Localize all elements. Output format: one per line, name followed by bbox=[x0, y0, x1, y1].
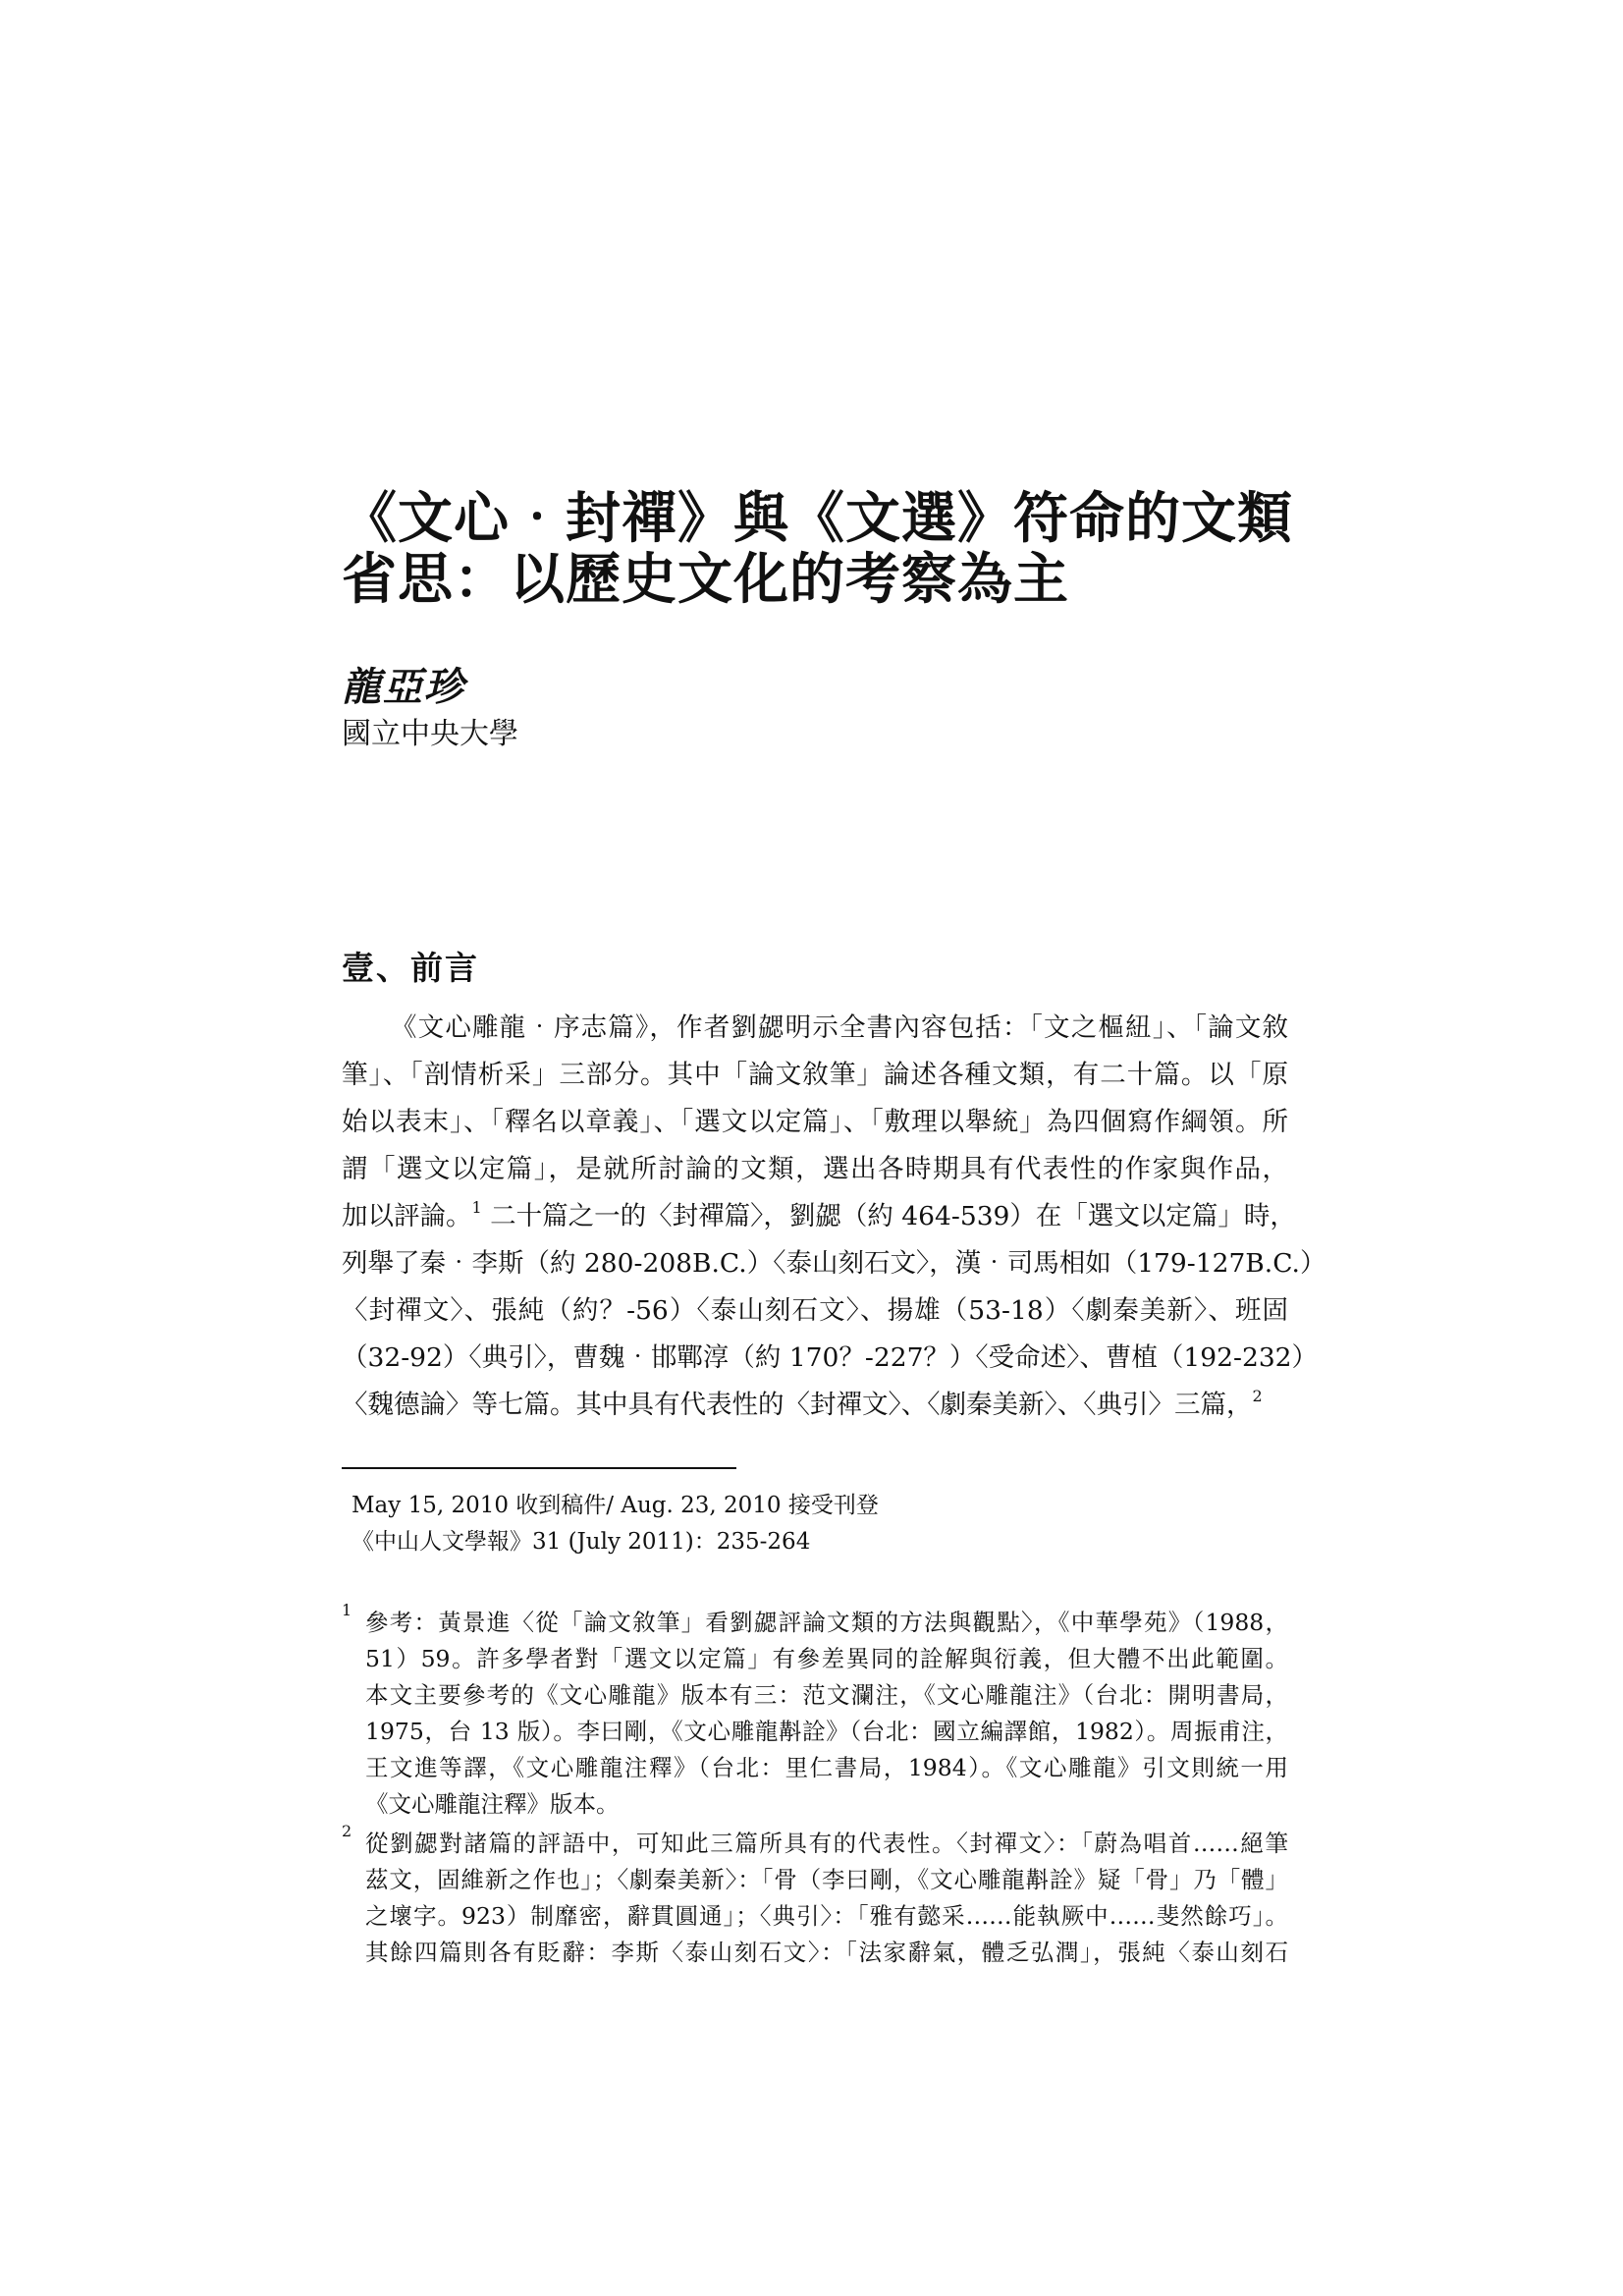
body-line: 筆」、「剖情析采」三部分。其中「論文敘筆」論述各種文類，有二十篇。以「原 bbox=[342, 1060, 1288, 1090]
footnote-line: 本文主要參考的《文心雕龍》版本有三：范文瀾注，《文心雕龍注》（台北：開明書局， bbox=[365, 1681, 1288, 1709]
paper-title-line-2: 省思：以歷史文化的考察為主 bbox=[342, 547, 1069, 612]
footnote-line: 1975，台 13 版）。李曰剛，《文心雕龍斠詮》（台北：國立編譯館，1982）。周振甫注， bbox=[365, 1718, 1288, 1745]
body-line: 始以表末」、「釋名以章義」、「選文以定篇」、「敷理以舉統」為四個寫作綱領。所 bbox=[342, 1107, 1288, 1137]
section-heading: 壹、前言 bbox=[342, 949, 479, 987]
footnote-line: 王文進等譯，《文心雕龍注釋》（台北：里仁書局，1984）。《文心雕龍》引文則統一用 bbox=[365, 1754, 1288, 1781]
body-line: 謂「選文以定篇」，是就所討論的文類，選出各時期具有代表性的作家與作品， bbox=[342, 1154, 1288, 1184]
footnote-line: 51）59。許多學者對「選文以定篇」有參差異同的詮解與衍義，但大體不出此範圍。 bbox=[365, 1645, 1288, 1672]
body-line: 《文心雕龍‧序志篇》，作者劉勰明示全書內容包括：「文之樞紐」、「論文敘 bbox=[391, 1012, 1288, 1043]
footnote-line: 參考：黃景進〈從「論文敘筆」看劉勰評論文類的方法與觀點〉，《中華學苑》（1988， bbox=[365, 1609, 1288, 1636]
body-line-segment: 加以評論。 bbox=[342, 1201, 472, 1231]
footnote-line: 之壞字。923）制靡密，辭貫圓通」；〈典引〉：「雅有懿采……能執厥中……斐然餘巧」。 bbox=[365, 1902, 1288, 1930]
body-line-segment: 二十篇之一的〈封禪篇〉，劉勰（約 464-539）在「選文以定篇」時， bbox=[490, 1201, 1296, 1231]
footnote-separator bbox=[342, 1467, 736, 1469]
received-dates: May 15, 2010 收到稿件/ Aug. 23, 2010 接受刊登 bbox=[352, 1493, 879, 1518]
footnote-line: 《文心雕龍注釋》版本。 bbox=[365, 1790, 620, 1818]
footnote-number: 2 bbox=[342, 1822, 352, 1840]
author-name: 龍亞珍 bbox=[342, 664, 465, 710]
body-line: 列舉了秦‧李斯（約 280-208B.C.）〈泰山刻石文〉，漢‧司馬相如（179-127B.C.） bbox=[342, 1248, 1326, 1279]
body-line-segment: 〈魏德論〉等七篇。其中具有代表性的〈封禪文〉、〈劇秦美新〉、〈典引〉三篇， bbox=[342, 1390, 1253, 1420]
paper-title-line-1: 《文心‧封禪》與《文選》符命的文類 bbox=[342, 486, 1293, 551]
footnote-line: 從劉勰對諸篇的評語中，可知此三篇所具有的代表性。〈封禪文〉：「蔚為唱首……絕筆 bbox=[365, 1830, 1288, 1857]
footnote-ref-2[interactable]: 2 bbox=[1252, 1387, 1263, 1405]
footnote-number: 1 bbox=[342, 1601, 352, 1619]
footnote-line: 茲文，固維新之作也」；〈劇秦美新〉：「骨（李曰剛，《文心雕龍斠詮》疑「骨」乃「體」 bbox=[365, 1866, 1288, 1893]
body-line bbox=[342, 1386, 1288, 1425]
footnote-ref-1[interactable]: 1 bbox=[471, 1198, 482, 1217]
body-line: 〈封禪文〉、張純（約？-56）〈泰山刻石文〉、揚雄（53-18）〈劇秦美新〉、班固 bbox=[342, 1295, 1288, 1326]
body-line: （32-92）〈典引〉，曹魏‧邯鄲淳（約 170？-227？）〈受命述〉、曹植（192-232） bbox=[342, 1342, 1319, 1373]
body-line bbox=[342, 1197, 1296, 1236]
journal-citation: 《中山人文學報》31 (July 2011)：235-264 bbox=[352, 1529, 811, 1555]
author-affiliation: 國立中央大學 bbox=[342, 717, 518, 751]
footnote-line: 其餘四篇則各有貶辭：李斯〈泰山刻石文〉：「法家辭氣，體乏弘潤」，張純〈泰山刻石 bbox=[365, 1939, 1288, 1966]
